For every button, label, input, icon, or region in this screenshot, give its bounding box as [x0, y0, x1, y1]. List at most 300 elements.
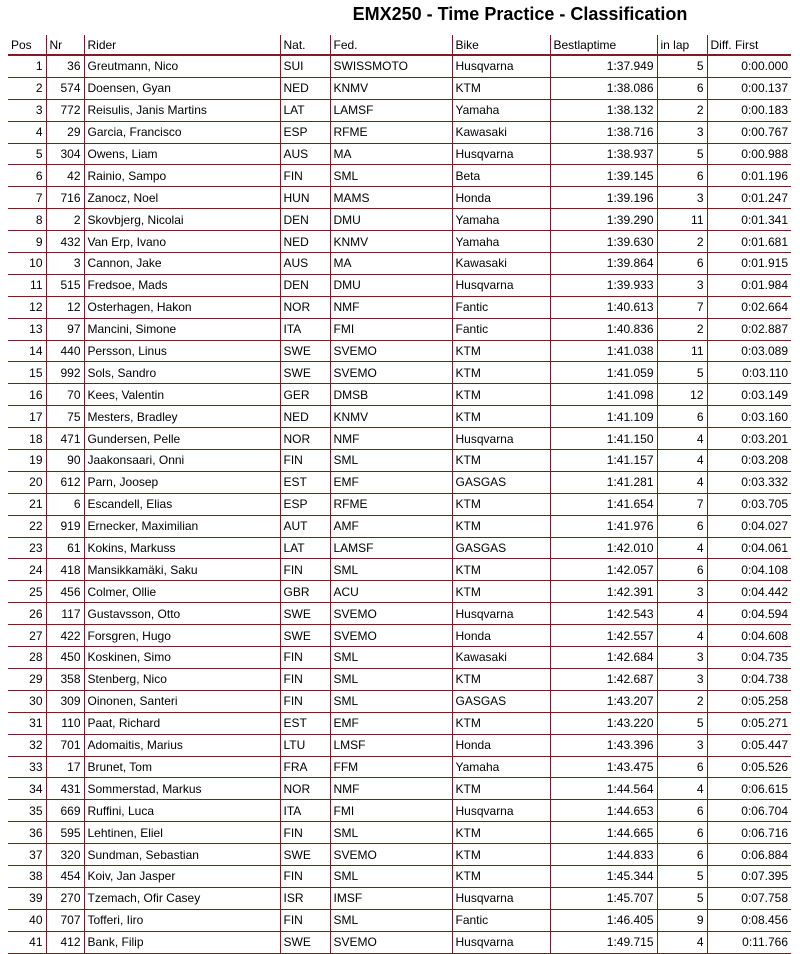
cell-diff-first: 0:04.608	[707, 625, 791, 647]
cell-bike: Husqvarna	[452, 931, 550, 953]
cell-pos: 7	[8, 187, 46, 209]
table-row	[8, 231, 791, 253]
cell-rider: Skovbjerg, Nicolai	[84, 209, 280, 231]
cell-in-lap: 5	[657, 143, 707, 165]
cell-pos: 41	[8, 931, 46, 953]
table-row	[8, 734, 791, 756]
cell-pos: 20	[8, 471, 46, 493]
cell-rider: Tofferi, Iiro	[84, 909, 280, 931]
cell-rider: Rainio, Sampo	[84, 165, 280, 187]
cell-rider: Sommerstad, Markus	[84, 778, 280, 800]
table-row	[8, 99, 791, 121]
cell-fed: NMF	[330, 778, 452, 800]
table-row	[8, 187, 791, 209]
cell-rider: Jaakonsaari, Onni	[84, 450, 280, 472]
cell-nr: 471	[46, 428, 84, 450]
cell-rider: Fredsoe, Mads	[84, 274, 280, 296]
table-row	[8, 515, 791, 537]
cell-diff-first: 0:06.884	[707, 844, 791, 866]
cell-nat: AUT	[280, 515, 330, 537]
cell-diff-first: 0:03.089	[707, 340, 791, 362]
cell-pos: 9	[8, 231, 46, 253]
cell-nr: 304	[46, 143, 84, 165]
cell-in-lap: 6	[657, 165, 707, 187]
table-row	[8, 865, 791, 887]
table-row	[8, 756, 791, 778]
cell-pos: 39	[8, 887, 46, 909]
cell-pos: 28	[8, 647, 46, 669]
cell-rider: Cannon, Jake	[84, 253, 280, 275]
cell-nr: 450	[46, 647, 84, 669]
cell-rider: Kokins, Markuss	[84, 537, 280, 559]
cell-nr: 418	[46, 559, 84, 581]
cell-in-lap: 6	[657, 253, 707, 275]
cell-bestlaptime: 1:44.665	[550, 822, 657, 844]
cell-nat: EST	[280, 471, 330, 493]
cell-in-lap: 4	[657, 778, 707, 800]
cell-pos: 38	[8, 865, 46, 887]
cell-rider: Mancini, Simone	[84, 318, 280, 340]
cell-bestlaptime: 1:42.684	[550, 647, 657, 669]
cell-rider: Reisulis, Janis Martins	[84, 99, 280, 121]
page-title: EMX250 - Time Practice - Classification	[352, 4, 688, 24]
cell-diff-first: 0:04.442	[707, 581, 791, 603]
cell-bestlaptime: 1:41.157	[550, 450, 657, 472]
col-header-rider: Rider	[84, 35, 280, 55]
cell-pos: 31	[8, 712, 46, 734]
cell-fed: KNMV	[330, 77, 452, 99]
cell-bike: Kawasaki	[452, 121, 550, 143]
cell-in-lap: 3	[657, 734, 707, 756]
cell-bike: KTM	[452, 340, 550, 362]
cell-rider: Tzemach, Ofir Casey	[84, 887, 280, 909]
cell-bike: KTM	[452, 865, 550, 887]
cell-nat: GBR	[280, 581, 330, 603]
cell-fed: SML	[330, 865, 452, 887]
cell-bestlaptime: 1:41.038	[550, 340, 657, 362]
cell-fed: DMSB	[330, 384, 452, 406]
table-row	[8, 428, 791, 450]
cell-in-lap: 6	[657, 756, 707, 778]
cell-pos: 5	[8, 143, 46, 165]
cell-pos: 27	[8, 625, 46, 647]
cell-nat: FIN	[280, 909, 330, 931]
table-row	[8, 450, 791, 472]
cell-in-lap: 11	[657, 209, 707, 231]
cell-rider: Van Erp, Ivano	[84, 231, 280, 253]
cell-bike: Husqvarna	[452, 55, 550, 77]
table-row	[8, 647, 791, 669]
cell-rider: Greutmann, Nico	[84, 55, 280, 77]
cell-nat: ITA	[280, 318, 330, 340]
cell-bestlaptime: 1:41.281	[550, 471, 657, 493]
cell-nr: 270	[46, 887, 84, 909]
cell-fed: IMSF	[330, 887, 452, 909]
cell-in-lap: 4	[657, 625, 707, 647]
cell-bike: Husqvarna	[452, 428, 550, 450]
cell-bestlaptime: 1:43.220	[550, 712, 657, 734]
cell-pos: 3	[8, 99, 46, 121]
cell-nat: FIN	[280, 450, 330, 472]
cell-nat: LAT	[280, 99, 330, 121]
cell-pos: 19	[8, 450, 46, 472]
cell-fed: MA	[330, 143, 452, 165]
cell-in-lap: 4	[657, 450, 707, 472]
cell-nat: GER	[280, 384, 330, 406]
cell-rider: Stenberg, Nico	[84, 668, 280, 690]
cell-rider: Osterhagen, Hakon	[84, 296, 280, 318]
cell-bestlaptime: 1:37.949	[550, 55, 657, 77]
cell-nr: 515	[46, 274, 84, 296]
col-header-nr: Nr	[46, 35, 84, 55]
col-header-in-lap: in lap	[657, 35, 707, 55]
cell-bestlaptime: 1:46.405	[550, 909, 657, 931]
cell-diff-first: 0:05.271	[707, 712, 791, 734]
cell-nr: 432	[46, 231, 84, 253]
cell-bike: KTM	[452, 77, 550, 99]
cell-bike: Honda	[452, 625, 550, 647]
cell-bike: Husqvarna	[452, 143, 550, 165]
cell-pos: 10	[8, 253, 46, 275]
cell-fed: RFME	[330, 493, 452, 515]
cell-in-lap: 6	[657, 515, 707, 537]
cell-fed: SML	[330, 647, 452, 669]
cell-nr: 61	[46, 537, 84, 559]
cell-bike: Fantic	[452, 909, 550, 931]
cell-rider: Paat, Richard	[84, 712, 280, 734]
cell-nr: 440	[46, 340, 84, 362]
cell-in-lap: 3	[657, 121, 707, 143]
cell-diff-first: 0:03.110	[707, 362, 791, 384]
cell-nr: 707	[46, 909, 84, 931]
cell-nat: ESP	[280, 121, 330, 143]
cell-bike: KTM	[452, 450, 550, 472]
cell-pos: 12	[8, 296, 46, 318]
cell-in-lap: 5	[657, 887, 707, 909]
cell-fed: SML	[330, 668, 452, 690]
cell-rider: Ernecker, Maximilian	[84, 515, 280, 537]
cell-rider: Mesters, Bradley	[84, 406, 280, 428]
cell-fed: SVEMO	[330, 362, 452, 384]
cell-bike: Husqvarna	[452, 887, 550, 909]
cell-bike: KTM	[452, 778, 550, 800]
cell-diff-first: 0:03.201	[707, 428, 791, 450]
cell-diff-first: 0:00.767	[707, 121, 791, 143]
cell-nr: 716	[46, 187, 84, 209]
cell-diff-first: 0:04.738	[707, 668, 791, 690]
cell-nr: 456	[46, 581, 84, 603]
cell-in-lap: 2	[657, 99, 707, 121]
cell-in-lap: 4	[657, 931, 707, 953]
cell-bestlaptime: 1:45.344	[550, 865, 657, 887]
cell-pos: 13	[8, 318, 46, 340]
cell-bestlaptime: 1:44.833	[550, 844, 657, 866]
cell-fed: MAMS	[330, 187, 452, 209]
cell-bestlaptime: 1:39.933	[550, 274, 657, 296]
cell-in-lap: 5	[657, 362, 707, 384]
cell-fed: NMF	[330, 428, 452, 450]
table-row	[8, 77, 791, 99]
cell-nat: SWE	[280, 340, 330, 362]
cell-nr: 772	[46, 99, 84, 121]
cell-nat: LTU	[280, 734, 330, 756]
cell-bike: Kawasaki	[452, 647, 550, 669]
cell-in-lap: 7	[657, 493, 707, 515]
cell-rider: Zanocz, Noel	[84, 187, 280, 209]
table-row	[8, 384, 791, 406]
cell-bike: KTM	[452, 822, 550, 844]
cell-rider: Forsgren, Hugo	[84, 625, 280, 647]
cell-in-lap: 5	[657, 865, 707, 887]
cell-bestlaptime: 1:39.290	[550, 209, 657, 231]
cell-bike: Fantic	[452, 318, 550, 340]
cell-nr: 992	[46, 362, 84, 384]
cell-rider: Bank, Filip	[84, 931, 280, 953]
table-row	[8, 318, 791, 340]
cell-bestlaptime: 1:42.057	[550, 559, 657, 581]
cell-in-lap: 6	[657, 559, 707, 581]
cell-nr: 358	[46, 668, 84, 690]
cell-diff-first: 0:03.208	[707, 450, 791, 472]
cell-fed: SML	[330, 822, 452, 844]
table-row	[8, 55, 791, 77]
cell-bestlaptime: 1:43.207	[550, 690, 657, 712]
classification-table	[8, 35, 791, 954]
cell-pos: 29	[8, 668, 46, 690]
cell-bestlaptime: 1:39.864	[550, 253, 657, 275]
col-header-nat: Nat.	[280, 35, 330, 55]
cell-bestlaptime: 1:38.132	[550, 99, 657, 121]
cell-in-lap: 6	[657, 77, 707, 99]
table-row	[8, 537, 791, 559]
cell-bike: Yamaha	[452, 99, 550, 121]
cell-pos: 24	[8, 559, 46, 581]
cell-fed: SML	[330, 450, 452, 472]
cell-fed: EMF	[330, 471, 452, 493]
cell-fed: MA	[330, 253, 452, 275]
cell-nr: 117	[46, 603, 84, 625]
cell-bike: KTM	[452, 362, 550, 384]
cell-diff-first: 0:02.887	[707, 318, 791, 340]
cell-nat: FIN	[280, 865, 330, 887]
cell-pos: 37	[8, 844, 46, 866]
cell-nr: 17	[46, 756, 84, 778]
cell-bike: Husqvarna	[452, 274, 550, 296]
cell-nat: ITA	[280, 800, 330, 822]
cell-nr: 36	[46, 55, 84, 77]
cell-bike: Husqvarna	[452, 603, 550, 625]
cell-diff-first: 0:04.027	[707, 515, 791, 537]
table-row	[8, 362, 791, 384]
cell-pos: 35	[8, 800, 46, 822]
cell-rider: Brunet, Tom	[84, 756, 280, 778]
cell-diff-first: 0:04.735	[707, 647, 791, 669]
table-row	[8, 253, 791, 275]
cell-nat: AUS	[280, 143, 330, 165]
cell-fed: SVEMO	[330, 931, 452, 953]
cell-nat: SWE	[280, 625, 330, 647]
table-row	[8, 165, 791, 187]
cell-rider: Garcia, Francisco	[84, 121, 280, 143]
cell-fed: LAMSF	[330, 99, 452, 121]
cell-in-lap: 7	[657, 296, 707, 318]
cell-nr: 6	[46, 493, 84, 515]
cell-nat: SWE	[280, 362, 330, 384]
cell-pos: 8	[8, 209, 46, 231]
cell-fed: SML	[330, 165, 452, 187]
cell-in-lap: 3	[657, 274, 707, 296]
table-row	[8, 121, 791, 143]
table-row	[8, 603, 791, 625]
cell-bestlaptime: 1:41.976	[550, 515, 657, 537]
cell-nr: 12	[46, 296, 84, 318]
cell-bestlaptime: 1:49.715	[550, 931, 657, 953]
cell-bestlaptime: 1:38.937	[550, 143, 657, 165]
cell-fed: LMSF	[330, 734, 452, 756]
table-row	[8, 274, 791, 296]
cell-fed: SVEMO	[330, 625, 452, 647]
cell-diff-first: 0:04.061	[707, 537, 791, 559]
cell-nat: SWE	[280, 931, 330, 953]
table-row	[8, 800, 791, 822]
cell-bestlaptime: 1:41.109	[550, 406, 657, 428]
cell-rider: Gustavsson, Otto	[84, 603, 280, 625]
cell-pos: 30	[8, 690, 46, 712]
cell-pos: 18	[8, 428, 46, 450]
cell-in-lap: 3	[657, 187, 707, 209]
cell-in-lap: 4	[657, 428, 707, 450]
table-row	[8, 493, 791, 515]
cell-nr: 422	[46, 625, 84, 647]
header-row	[8, 35, 791, 55]
cell-fed: KNMV	[330, 231, 452, 253]
cell-rider: Sundman, Sebastian	[84, 844, 280, 866]
cell-pos: 17	[8, 406, 46, 428]
cell-diff-first: 0:01.247	[707, 187, 791, 209]
cell-bike: Honda	[452, 734, 550, 756]
cell-rider: Lehtinen, Eliel	[84, 822, 280, 844]
cell-bestlaptime: 1:41.059	[550, 362, 657, 384]
cell-bestlaptime: 1:40.836	[550, 318, 657, 340]
cell-bike: Kawasaki	[452, 253, 550, 275]
cell-diff-first: 0:04.108	[707, 559, 791, 581]
table-row	[8, 822, 791, 844]
cell-diff-first: 0:05.526	[707, 756, 791, 778]
cell-bike: Honda	[452, 187, 550, 209]
cell-pos: 11	[8, 274, 46, 296]
table-row	[8, 209, 791, 231]
cell-diff-first: 0:07.758	[707, 887, 791, 909]
cell-nat: ESP	[280, 493, 330, 515]
cell-bike: Fantic	[452, 296, 550, 318]
table-row	[8, 931, 791, 953]
cell-nr: 42	[46, 165, 84, 187]
cell-pos: 36	[8, 822, 46, 844]
cell-rider: Ruffini, Luca	[84, 800, 280, 822]
cell-diff-first: 0:03.705	[707, 493, 791, 515]
cell-bestlaptime: 1:42.391	[550, 581, 657, 603]
cell-bike: KTM	[452, 406, 550, 428]
cell-rider: Mansikkamäki, Saku	[84, 559, 280, 581]
cell-nat: NED	[280, 406, 330, 428]
col-header-bike: Bike	[452, 35, 550, 55]
table-row	[8, 406, 791, 428]
cell-nr: 29	[46, 121, 84, 143]
cell-fed: NMF	[330, 296, 452, 318]
cell-bike: Beta	[452, 165, 550, 187]
table-row	[8, 668, 791, 690]
cell-diff-first: 0:06.704	[707, 800, 791, 822]
cell-pos: 32	[8, 734, 46, 756]
cell-nat: SUI	[280, 55, 330, 77]
cell-nat: ISR	[280, 887, 330, 909]
cell-in-lap: 6	[657, 822, 707, 844]
cell-diff-first: 0:02.664	[707, 296, 791, 318]
cell-rider: Parn, Joosep	[84, 471, 280, 493]
cell-nr: 90	[46, 450, 84, 472]
cell-bestlaptime: 1:41.654	[550, 493, 657, 515]
cell-in-lap: 11	[657, 340, 707, 362]
col-header-pos: Pos	[8, 35, 46, 55]
cell-fed: SML	[330, 559, 452, 581]
cell-bike: Yamaha	[452, 209, 550, 231]
cell-fed: SVEMO	[330, 603, 452, 625]
cell-bestlaptime: 1:39.196	[550, 187, 657, 209]
cell-diff-first: 0:01.681	[707, 231, 791, 253]
cell-nat: LAT	[280, 537, 330, 559]
cell-rider: Oinonen, Santeri	[84, 690, 280, 712]
cell-fed: LAMSF	[330, 537, 452, 559]
cell-fed: DMU	[330, 209, 452, 231]
cell-pos: 14	[8, 340, 46, 362]
table-row	[8, 471, 791, 493]
cell-fed: SVEMO	[330, 844, 452, 866]
cell-rider: Escandell, Elias	[84, 493, 280, 515]
cell-rider: Koiv, Jan Jasper	[84, 865, 280, 887]
cell-bike: KTM	[452, 844, 550, 866]
cell-nr: 431	[46, 778, 84, 800]
cell-nat: SWE	[280, 603, 330, 625]
cell-in-lap: 3	[657, 581, 707, 603]
table-row	[8, 909, 791, 931]
cell-pos: 25	[8, 581, 46, 603]
cell-rider: Colmer, Ollie	[84, 581, 280, 603]
cell-pos: 40	[8, 909, 46, 931]
cell-nr: 309	[46, 690, 84, 712]
cell-nr: 412	[46, 931, 84, 953]
cell-pos: 23	[8, 537, 46, 559]
cell-nat: FRA	[280, 756, 330, 778]
cell-nr: 320	[46, 844, 84, 866]
cell-diff-first: 0:00.988	[707, 143, 791, 165]
cell-fed: SML	[330, 909, 452, 931]
cell-nat: FIN	[280, 165, 330, 187]
cell-pos: 34	[8, 778, 46, 800]
cell-nat: AUS	[280, 253, 330, 275]
cell-nat: NOR	[280, 778, 330, 800]
cell-pos: 4	[8, 121, 46, 143]
col-header-fed: Fed.	[330, 35, 452, 55]
cell-diff-first: 0:06.615	[707, 778, 791, 800]
cell-bestlaptime: 1:43.475	[550, 756, 657, 778]
cell-fed: SVEMO	[330, 340, 452, 362]
cell-diff-first: 0:01.915	[707, 253, 791, 275]
cell-diff-first: 0:00.137	[707, 77, 791, 99]
cell-rider: Koskinen, Simo	[84, 647, 280, 669]
cell-bike: KTM	[452, 581, 550, 603]
cell-rider: Kees, Valentin	[84, 384, 280, 406]
col-header-diff-first: Diff. First	[707, 35, 791, 55]
